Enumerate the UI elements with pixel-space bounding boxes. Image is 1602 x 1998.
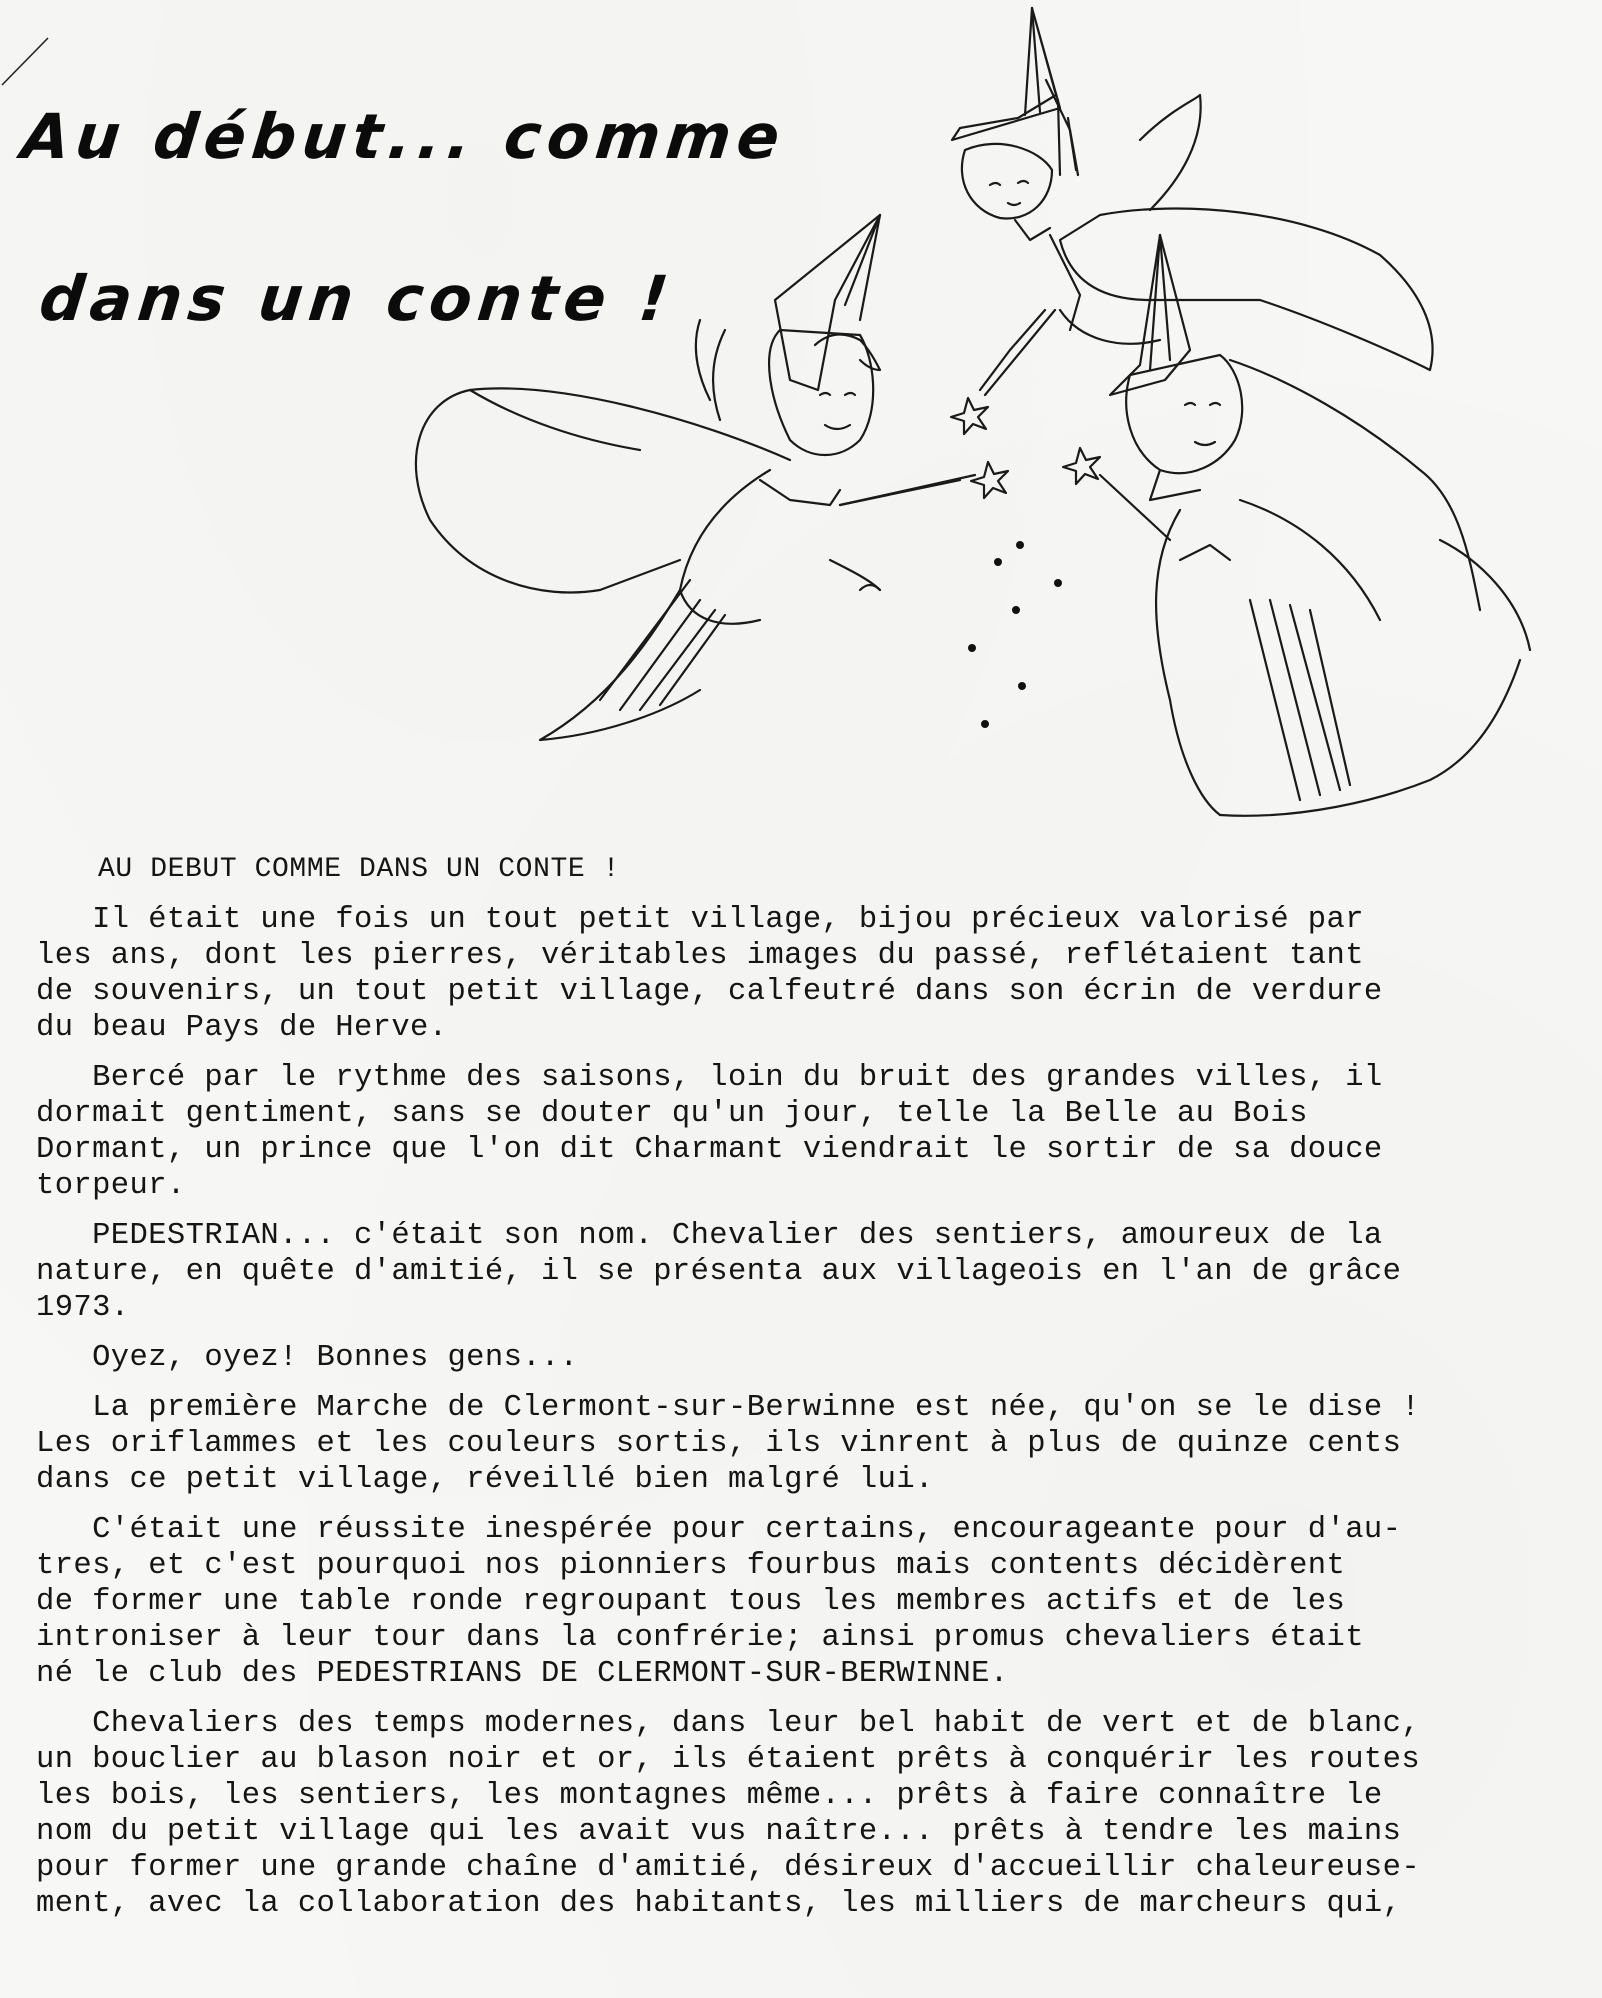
paragraph: Oyez, oyez! Bonnes gens... (36, 1341, 579, 1375)
pencil-mark (0, 0, 60, 100)
wand-left (840, 475, 975, 505)
paragraph: Bercé par le rythme des saisons, loin du bruit des grandes villes, il dormait gentiment, sans se douter qu'un jour, telle la Belle au Bois Dormant, un prince que l'on dit Charmant viendrait le sortir de sa douce torpeur. (36, 1061, 1383, 1203)
paragraph: C'était une réussite inespérée pour certains, encourageante pour d'au- tres, et c'est pourquoi nos pionniers fourbus mais contents décidèrent de former une table ronde regroupant tous les membres actifs et de les introniser à leur tour dans la confrérie; ainsi promus chevaliers était né le club des PEDESTRIANS DE CLERMONT-SUR-BERWINNE. (36, 1513, 1402, 1691)
star-icon (1063, 448, 1100, 484)
wand-right (1100, 475, 1170, 540)
title-line-1: Au début... comme (18, 100, 789, 173)
paragraph: Chevaliers des temps modernes, dans leur bel habit de vert et de blanc, un bouclier au blason noir et or, ils étaient prêts à conquérir les routes les bois, les sentiers, les montagnes même... prêts à faire connaître le nom du petit village qui les avait vus naître... prêts à tendre les mains pour former une grande chaîne d'amitié, désireux d'accueillir chaleureuse- ment, avec la collaboration des habitants, les milliers de marcheurs qui, (36, 1707, 1421, 1921)
article-heading: AU DEBUT COMME DANS UN CONTE ! (98, 854, 621, 885)
fairy-top (952, 8, 1433, 390)
article-body (36, 852, 1586, 1936)
star-icon (951, 398, 988, 434)
sparkles (968, 541, 1062, 728)
paragraph: Il était une fois un tout petit village, bijou précieux valorisé par les ans, dont les pierres, véritables images du passé, reflétaient tant de souvenirs, un tout petit village, calfeutré dans son écrin de verdure du beau Pays de Herve. (36, 903, 1383, 1045)
paragraph: La première Marche de Clermont-sur-Berwinne est née, qu'on se le dise ! Les oriflammes et les couleurs sortis, ils vinrent à plus de quinze cents dans ce petit village, réveillé bien malgré lui. (36, 1391, 1421, 1497)
star-icon (971, 462, 1008, 498)
title-line-2: dans un conte ! (36, 262, 678, 335)
fairies-illustration (390, 0, 1540, 830)
fairy-left (416, 215, 960, 740)
wand-top (985, 310, 1055, 395)
paragraph: PEDESTRIAN... c'était son nom. Chevalier des sentiers, amoureux de la nature, en quête d'amitié, il se présenta aux villageois en l'an de grâce 1973. (36, 1219, 1402, 1325)
